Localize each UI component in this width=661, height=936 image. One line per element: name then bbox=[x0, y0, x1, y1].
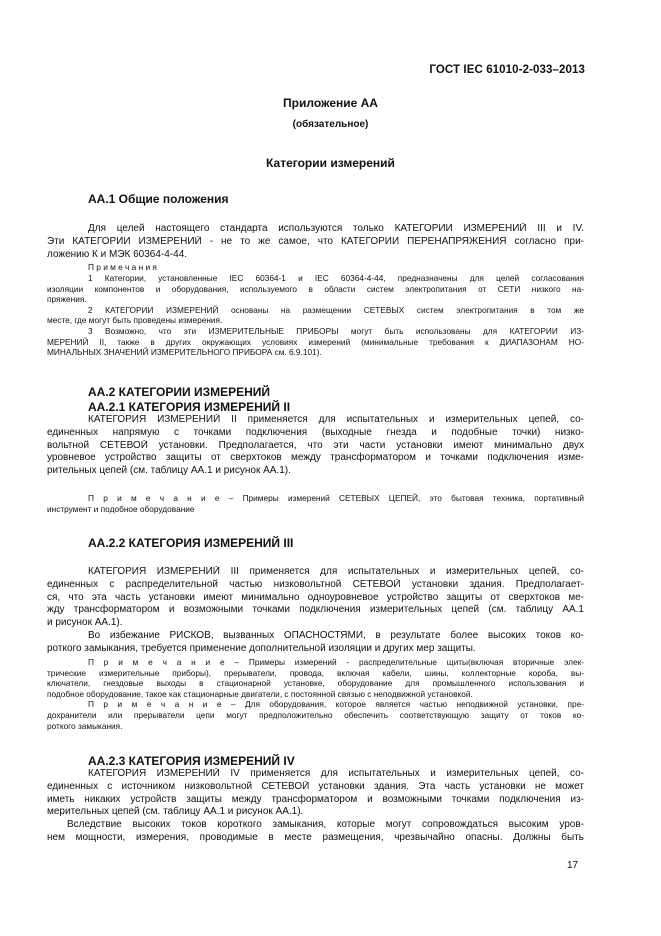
note-block bbox=[47, 493, 584, 514]
text-line: Во избежание РИСКОВ, вызванных ОПАСНОСТЯМИ, в результате более высоких токов ко- bbox=[88, 629, 584, 641]
text-line: рительных цепей (см. таблицу АА.1 и рисунок АА.1). bbox=[47, 465, 291, 477]
note-line: П р и м е ч а н и е – Примеры измерений - распределительные щиты(включая вторичные элек- bbox=[88, 657, 584, 667]
text-line: единенных напрямую с точками подключения (выходные гнезда и подобные точки) низко- bbox=[47, 426, 584, 438]
text-line: мерительных цепей (см. таблицу АА.1 и рисунок АА.1). bbox=[47, 806, 304, 818]
text-line: уровневое устройство защиты от сверхтоков между трансформатором и точками подключения изме- bbox=[47, 452, 584, 464]
note-block bbox=[47, 657, 584, 731]
section-heading-aa23: АА.2.3 КАТЕГОРИЯ ИЗМЕРЕНИЙ IV bbox=[88, 754, 295, 768]
note-line: подобное оборудование, такое как стационарные двигатели, с постоянной связью с неподвижной установкой. bbox=[47, 688, 473, 699]
notes-label: П р и м е ч а н и я bbox=[88, 262, 157, 272]
text-line: ложению К и МЭК 60364-4-44. bbox=[47, 248, 188, 260]
text-line: роткого замыкания, требуется применение дополнительной изоляции и других мер защиты. bbox=[47, 642, 476, 654]
section-heading-aa21: АА.2.1 КАТЕГОРИЯ ИЗМЕРЕНИЙ II bbox=[88, 400, 291, 414]
note-line: трические измерительные приборы), прерыватели, провода, включая кабели, шины, коллекторные короба, вы- bbox=[47, 667, 584, 678]
paragraph bbox=[47, 566, 584, 656]
note-line: П р и м е ч а н и е – Для оборудования, которое является частью неподвижной установки, пре- bbox=[88, 699, 584, 710]
text-line: жду трансформатором и возможными точками подключения измерительных цепей (см. таблицу АА.1 bbox=[47, 604, 584, 616]
note-line: месте, где могут быть проведены измерения. bbox=[47, 315, 223, 326]
note-line: 1 Категории, установленные IEC 60364-1 и IEC 60364-4-44, предназначены для целей согласования bbox=[88, 273, 584, 283]
note-block bbox=[47, 273, 584, 358]
standard-header: ГОСТ IEC 61010-2-033–2013 bbox=[429, 64, 585, 76]
note-line: МИНАЛЬНЫХ ЗНАЧЕНИЙ ИЗМЕРИТЕЛЬНОГО ПРИБОРА см. 6.9.101). bbox=[47, 347, 322, 358]
text-line: единенных с распределительной частью низковольтной СЕТЕВОЙ установки здания. Предполагает- bbox=[47, 578, 584, 590]
text-line: Эти КАТЕГОРИИ ИЗМЕРЕНИЙ - не то же самое, что КАТЕГОРИИ ПЕРЕНАПРЯЖЕНИЯ согласно при- bbox=[47, 235, 584, 247]
text-line: КАТЕГОРИЯ ИЗМЕРЕНИЙ IV применяется для испытательных и измерительных цепей, со- bbox=[88, 768, 584, 779]
text-line: единенных с источником низковольтной СЕТЕВОЙ установки здания. Эта часть установки не может bbox=[47, 780, 584, 792]
text-line: и рисунок АА.1). bbox=[47, 617, 123, 629]
section-heading-aa2: АА.2 КАТЕГОРИИ ИЗМЕРЕНИЙ bbox=[88, 385, 271, 399]
note-line: ключатели, гнездовые выходы в стационарной установке, оборудование для промышленного использования и bbox=[47, 678, 584, 689]
page-number: 17 bbox=[567, 860, 579, 871]
annex-title: Приложение АА bbox=[283, 96, 378, 110]
note-line: дохранители или прерыватели цепи могут предположительно обеспечить соответствующую защиту от токов ко- bbox=[47, 709, 584, 720]
note-line: 2 КАТЕГОРИИ ИЗМЕРЕНИЙ основаны на размещении СЕТЕВЫХ систем электропитания в том же bbox=[88, 304, 584, 315]
note-line: роткого замыкания. bbox=[47, 720, 123, 731]
paragraph bbox=[47, 414, 584, 478]
section-heading-aa22: АА.2.2 КАТЕГОРИЯ ИЗМЕРЕНИЙ III bbox=[88, 536, 294, 550]
text-line: КАТЕГОРИЯ ИЗМЕРЕНИЙ III применяется для испытательных и измерительных цепей, со- bbox=[88, 566, 584, 577]
paragraph bbox=[47, 768, 584, 845]
note-line: изоляции компонентов и оборудования, используемого в области систем электропитания от СЕТИ низкого на- bbox=[47, 283, 584, 294]
text-line: КАТЕГОРИЯ ИЗМЕРЕНИЙ II применяется для испытательных и измерительных цепей, со- bbox=[88, 414, 584, 425]
annex-subtitle: Категории измерений bbox=[266, 156, 395, 170]
text-line: нем мощности, измерения, проводимые в месте размещения, чрезвычайно опасны. Должны быть bbox=[47, 831, 584, 843]
text-line: Для целей настоящего стандарта используются только КАТЕГОРИИ ИЗМЕРЕНИЙ III и IV. bbox=[88, 223, 584, 234]
note-line: П р и м е ч а н и е – Примеры измерений СЕТЕВЫХ ЦЕПЕЙ, это бытовая техника, портативный bbox=[88, 493, 584, 503]
note-line: 3 Возможно, что эти ИЗМЕРИТЕЛЬНЫЕ ПРИБОРЫ могут быть использованы для КАТЕГОРИИ ИЗ- bbox=[88, 325, 584, 336]
note-line: инструмент и подобное оборудование bbox=[47, 503, 195, 514]
paragraph bbox=[47, 223, 584, 261]
section-heading-aa1: АА.1 Общие положения bbox=[88, 192, 229, 206]
text-line: вольтной СЕТЕВОЙ установки. Предполагается, что эти части установки имеют минимально двух bbox=[47, 439, 584, 451]
text-line: ся, что эта часть установки имеют минимально одноуровневое устройство защиты от сверхтоков ме- bbox=[47, 591, 584, 603]
annex-status: (обязательное) bbox=[292, 119, 369, 130]
text-line: Вследствие высоких токов короткого замыкания, которые могут сопровождаться высоким уров- bbox=[67, 819, 584, 831]
text-line: иметь никаких устройств защиты между трансформатором и возможными точками подключения из- bbox=[47, 793, 584, 805]
note-line: пряжения. bbox=[47, 294, 87, 305]
note-line: МЕРЕНИЙ II, также в других окружающих условиях измерений (минимальные требования к ДИАПАЗОНАМ НО- bbox=[47, 336, 584, 347]
